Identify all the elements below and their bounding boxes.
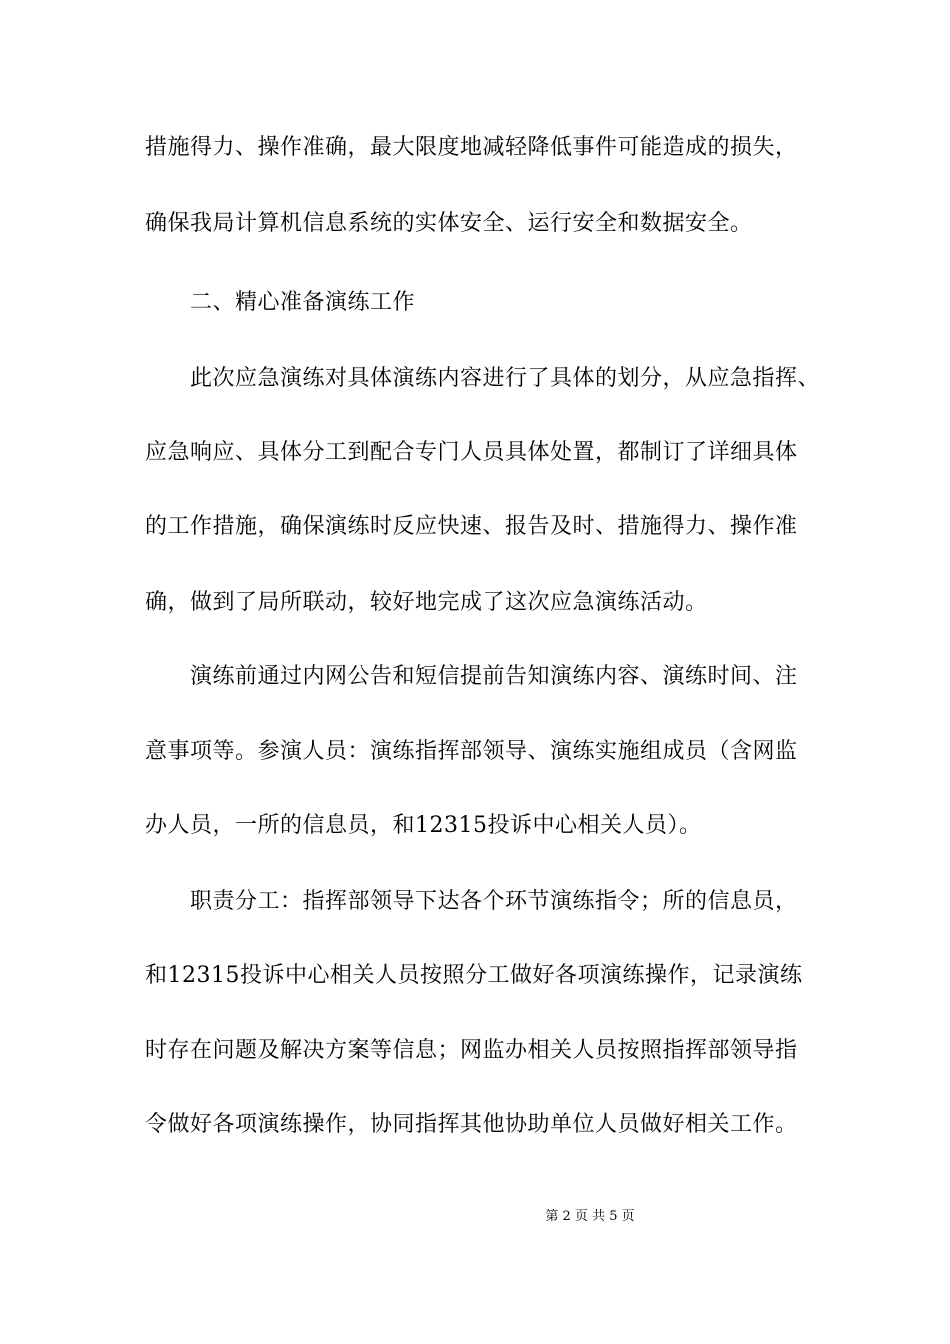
text-line-13: 时存在问题及解决方案等信息；网监办相关人员按照指挥部领导指 bbox=[145, 1038, 798, 1063]
text-line-10: 办人员，一所的信息员，和12315投诉中心相关人员）。 bbox=[145, 813, 702, 838]
page-number-footer: 第 2 页 共 5 页 bbox=[545, 1209, 635, 1224]
text-line-4: 此次应急演练对具体演练内容进行了具体的划分，从应急指挥、 bbox=[190, 366, 821, 391]
text-line-2: 确保我局计算机信息系统的实体安全、运行安全和数据安全。 bbox=[145, 211, 753, 236]
text-line-8: 演练前通过内网公告和短信提前告知演练内容、演练时间、注 bbox=[190, 664, 798, 689]
text-line-7: 确，做到了局所联动，较好地完成了这次应急演练活动。 bbox=[145, 590, 708, 615]
text-line-1: 措施得力、操作准确，最大限度地减轻降低事件可能造成的损失， bbox=[145, 135, 798, 160]
text-line-9: 意事项等。参演人员：演练指挥部领导、演练实施组成员（含网监 bbox=[145, 739, 798, 764]
text-line-14: 令做好各项演练操作，协同指挥其他协助单位人员做好相关工作。 bbox=[145, 1112, 798, 1137]
text-line-12: 和12315投诉中心相关人员按照分工做好各项演练操作，记录演练 bbox=[145, 963, 803, 988]
section-heading: 二、精心准备演练工作 bbox=[190, 290, 416, 315]
text-line-11: 职责分工：指挥部领导下达各个环节演练指令；所的信息员， bbox=[190, 889, 798, 914]
text-line-6: 的工作措施，确保演练时反应快速、报告及时、措施得力、操作准 bbox=[145, 514, 798, 539]
text-line-5: 应急响应、具体分工到配合专门人员具体处置，都制订了详细具体 bbox=[145, 440, 798, 465]
